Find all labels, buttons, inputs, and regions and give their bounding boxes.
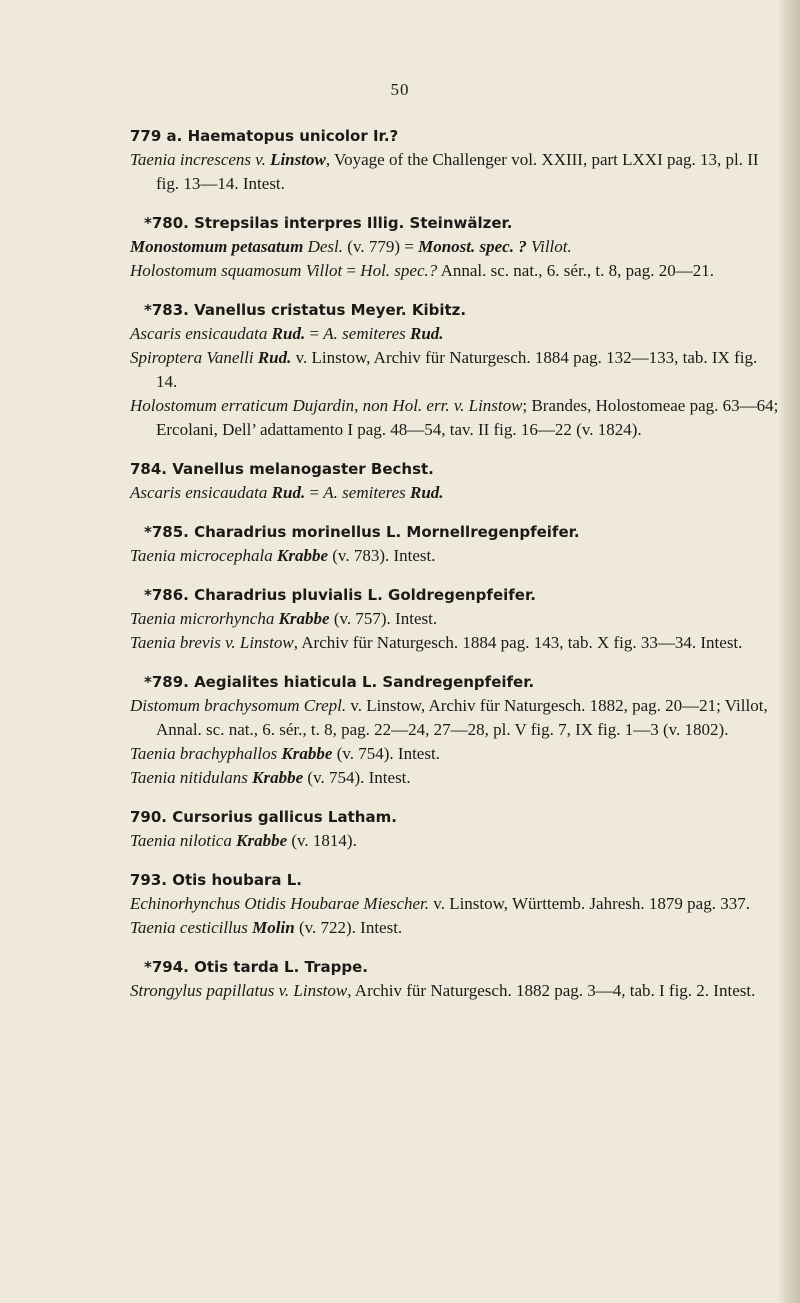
page-edge-shadow — [778, 0, 800, 1303]
species-entry — [130, 670, 780, 790]
taxon-name: Hol. err. — [392, 396, 454, 415]
taxon-name: Rud. — [257, 348, 292, 367]
species-entry — [130, 583, 780, 655]
taxon-name: Ascaris ensicaudata — [130, 483, 272, 502]
entry-heading: *785. Charadrius morinellus L. Mornellregenpfeifer. — [144, 523, 580, 541]
taxon-name: Rud. — [271, 324, 306, 343]
species-entry — [130, 868, 780, 940]
entry-heading: 784. Vanellus melanogaster Bechst. — [130, 460, 434, 478]
parasite-reference — [130, 742, 780, 766]
parasite-reference — [130, 394, 780, 442]
taxon-name: Monost. spec. ? — [418, 237, 531, 256]
entry-heading: *783. Vanellus cristatus Meyer. Kibitz. — [144, 301, 467, 319]
taxon-name: Miescher. — [363, 894, 430, 913]
citation-text: ; Brandes, Holostomeae pag. 63—64; Ercolani, Dell’ adattamento I pag. 48—54, tav. II fig. 16—22 (v. 1824). — [156, 396, 779, 439]
taxon-name: A. semiteres — [323, 324, 411, 343]
parasite-reference — [130, 259, 780, 283]
page-number: 50 — [390, 80, 410, 99]
citation-text: = — [305, 324, 324, 343]
taxon-name: Dujardin — [292, 396, 355, 415]
species-entry — [130, 298, 780, 442]
parasite-reference — [130, 916, 780, 940]
taxon-name: Krabbe — [252, 768, 304, 787]
species-entry — [130, 955, 780, 1003]
taxon-name: Molin — [252, 918, 295, 937]
taxon-name: Echinorhynchus Otidis Houbarae — [130, 894, 364, 913]
citation-text: v. Linstow, Württemb. Jahresh. 1879 pag. 337. — [429, 894, 750, 913]
taxon-name: Taenia cesticillus — [130, 918, 253, 937]
taxon-name: Taenia brachyphallos — [130, 744, 282, 763]
taxon-name: Rud. — [410, 324, 444, 343]
citation-text: Annal. sc. nat., 6. sér., t. 8, pag. 20—21. — [437, 261, 714, 280]
taxon-name: Villot. — [530, 237, 572, 256]
citation-text: , Archiv für Naturgesch. 1882 pag. 3—4, tab. I fig. 2. Intest. — [347, 981, 756, 1000]
taxon-name: v. Linstow — [278, 981, 348, 1000]
parasite-reference — [130, 148, 780, 196]
entry-heading: 790. Cursorius gallicus Latham. — [130, 808, 397, 826]
citation-text: , Voyage of the Challenger vol. XXIII, part LXXI pag. 13, pl. II fig. 13—14. Intest. — [156, 150, 759, 193]
document-body — [130, 124, 780, 1018]
species-entry — [130, 124, 780, 196]
taxon-name: Crepl. — [303, 696, 347, 715]
taxon-name: Rud. — [410, 483, 444, 502]
citation-text: (v. 1814). — [287, 831, 357, 850]
taxon-name: Distomum brachysomum — [130, 696, 304, 715]
entry-heading: 779 a. Haematopus unicolor Ir.? — [130, 127, 399, 145]
taxon-name: Linstow — [270, 150, 326, 169]
species-entry — [130, 520, 780, 568]
entry-heading: *780. Strepsilas interpres Illig. Steinwälzer. — [144, 214, 513, 232]
taxon-name: Strongylus papillatus — [130, 981, 279, 1000]
parasite-reference — [130, 235, 780, 259]
citation-text: , — [354, 396, 363, 415]
citation-text: v. Linstow, Archiv für Naturgesch. 1882, pag. 20—21; Villot, Annal. sc. nat., 6. sér., t. 8, pag. 22—24, 27—28, pl. V fig. 7, IX fig. 1—3 (v. 1802). — [156, 696, 768, 739]
citation-text: (v. 722). Intest. — [294, 918, 403, 937]
taxon-name: Rud. — [271, 483, 306, 502]
citation-text: (v. 754). Intest. — [303, 768, 411, 787]
parasite-reference — [130, 829, 780, 853]
entry-heading: *786. Charadrius pluvialis L. Goldregenpfeifer. — [144, 586, 536, 604]
citation-text: (v. 779) = — [343, 237, 419, 256]
species-entry — [130, 457, 780, 505]
parasite-reference — [130, 631, 780, 655]
parasite-reference — [130, 607, 780, 631]
taxon-name: Taenia increscens v. — [130, 150, 271, 169]
taxon-name: Taenia brevis — [130, 633, 226, 652]
citation-text: = — [342, 261, 361, 280]
parasite-reference — [130, 892, 780, 916]
taxon-name: Krabbe — [278, 609, 330, 628]
entry-heading: 793. Otis houbara L. — [130, 871, 302, 889]
taxon-name: v. Linstow — [453, 396, 523, 415]
taxon-name: Taenia nitidulans — [130, 768, 253, 787]
citation-text: v. Linstow, Archiv für Naturgesch. 1884 pag. 132—133, tab. IX fig. 14. — [156, 348, 758, 391]
taxon-name: non — [362, 396, 393, 415]
taxon-name: Holostomum squamosum — [130, 261, 306, 280]
citation-text: = — [305, 483, 324, 502]
parasite-reference — [130, 979, 780, 1003]
taxon-name: Hol. spec.? — [360, 261, 438, 280]
taxon-name: Villot — [305, 261, 343, 280]
parasite-reference — [130, 694, 780, 742]
species-entry — [130, 211, 780, 283]
parasite-reference — [130, 322, 780, 346]
taxon-name: v. Linstow — [225, 633, 294, 652]
taxon-name: Desl. — [307, 237, 344, 256]
taxon-name: Ascaris ensicaudata — [130, 324, 272, 343]
species-entry — [130, 805, 780, 853]
parasite-reference — [130, 481, 780, 505]
citation-text: (v. 783). Intest. — [328, 546, 436, 565]
taxon-name: Holostomum erraticum — [130, 396, 293, 415]
taxon-name: A. semiteres — [323, 483, 411, 502]
taxon-name: Krabbe — [281, 744, 333, 763]
taxon-name: Taenia microrhyncha — [130, 609, 279, 628]
parasite-reference — [130, 346, 780, 394]
entry-heading: *794. Otis tarda L. Trappe. — [144, 958, 368, 976]
taxon-name: Taenia nilotica — [130, 831, 237, 850]
citation-text: (v. 754). Intest. — [332, 744, 440, 763]
taxon-name: Krabbe — [277, 546, 329, 565]
entry-heading: *789. Aegialites hiaticula L. Sandregenpfeifer. — [144, 673, 535, 691]
taxon-name: Monostomum petasatum — [130, 237, 308, 256]
taxon-name: Krabbe — [236, 831, 288, 850]
taxon-name: Taenia microcephala — [130, 546, 278, 565]
citation-text: , Archiv für Naturgesch. 1884 pag. 143, tab. X fig. 33—34. Intest. — [293, 633, 743, 652]
parasite-reference — [130, 544, 780, 568]
taxon-name: Vanelli — [206, 348, 258, 367]
citation-text: (v. 757). Intest. — [329, 609, 438, 628]
taxon-name: Spiroptera — [130, 348, 207, 367]
parasite-reference — [130, 766, 780, 790]
